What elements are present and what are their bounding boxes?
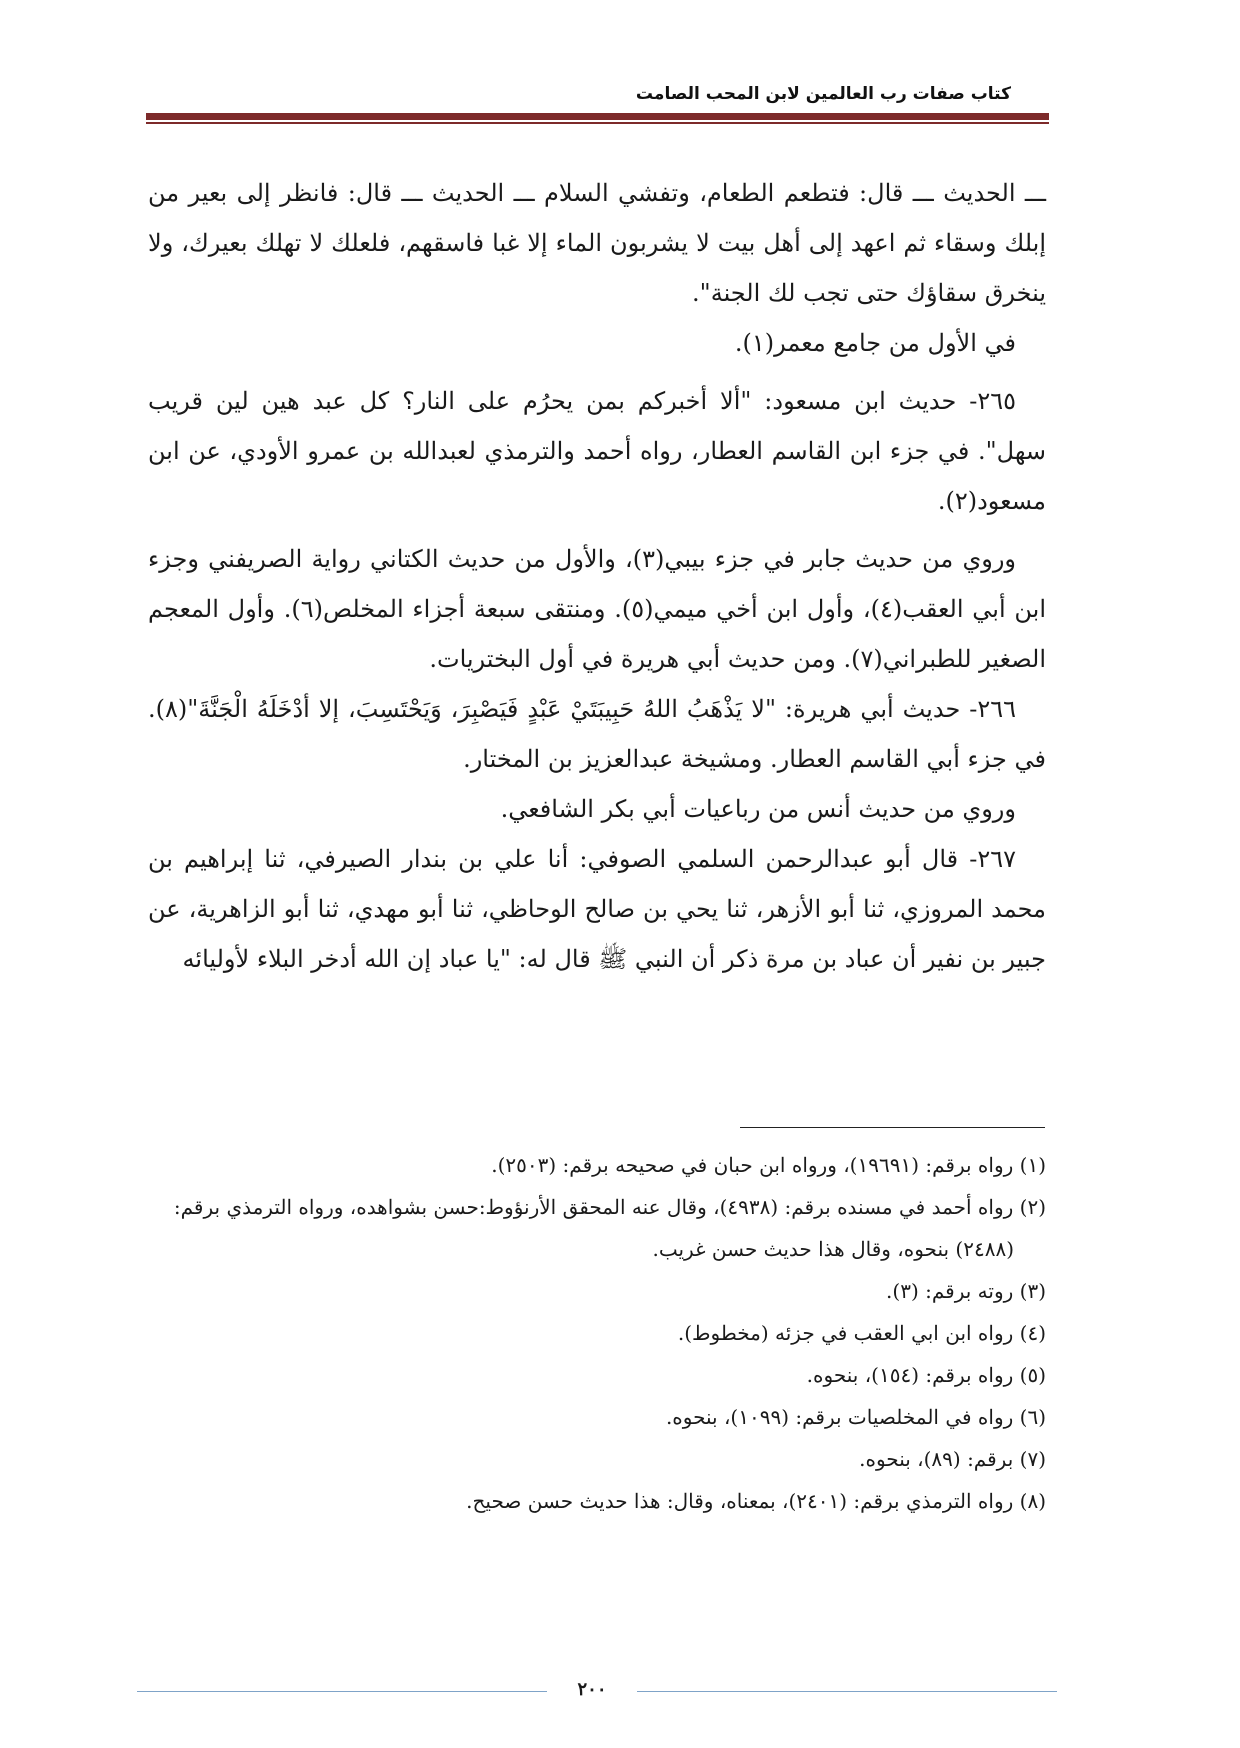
header-rule [146,113,1049,120]
main-text [148,168,1046,984]
hadith-265: ٢٦٥- حديث ابن مسعود: "ألا أخبركم بمن يحرُم على النار؟ كل عبد هين لين قريب سهل". في جزء ابن القاسم العطار، رواه أحمد والترمذي لعبدالله بن عمرو الأودي، عن ابن مسعود(٢). [148,387,1046,515]
footnote-2-continuation: (٢٤٨٨) بنحوه، وقال هذا حديث حسن غريب. [652,1237,1014,1261]
footnote-5: (٥) رواه برقم: (١٥٤)، بنحوه. [806,1363,1046,1387]
footnote-6: (٦) رواه في المخلصيات برقم: (١٠٩٩)، بنحوه. [665,1405,1046,1429]
footnote-7: (٧) برقم: (٨٩)، بنحوه. [859,1447,1046,1471]
footnote-4: (٤) رواه ابن ابي العقب في جزئه (مخطوط). [677,1321,1046,1345]
footnote-1: (١) رواه برقم: (١٩٦٩١)، ورواه ابن حبان في صحيحه برقم: (٢٥٠٣). [491,1153,1046,1177]
running-header-title: كتاب صفات رب العالمين لابن المحب الصامت [635,84,1011,104]
paragraph: ـــ الحديث ـــ قال: فتطعم الطعام، وتفشي السلام ـــ الحديث ـــ قال: فانظر إلى بعير من إبلك وسقاء ثم اعهد إلى أهل بيت لا يشربون الماء إلا غبا فاسقهم، فلعلك لا تهلك بعيرك، ولا ينخرق سقاؤك حتى تجب لك الجنة". [148,179,1046,307]
paragraph: في الأول من جامع معمر(١). [734,329,1016,357]
paragraph: وروي من حديث جابر في جزء بيبي(٣)، والأول من حديث الكتاني رواية الصريفني وجزء ابن أبي العقب(٤)، وأول ابن أخي ميمي(٥). ومنتقى سبعة أجزاء المخلص(٦). وأول المعجم الصغير للطبراني(٧). ومن حديث أبي هريرة في أول البختريات. [148,545,1047,673]
footer-rule-right [637,1691,1057,1692]
footnote-8: (٨) رواه الترمذي برقم: (٢٤٠١)، بمعناه، وقال: هذا حديث حسن صحيح. [466,1489,1046,1513]
hadith-267: ٢٦٧- قال أبو عبدالرحمن السلمي الصوفي: أنا علي بن بندار الصيرفي، ثنا إبراهيم بن محمد المروزي، ثنا أبو الأزهر، ثنا يحي بن صالح الوحاظي، ثنا أبو مهدي، ثنا أبو الزاهرية، عن جبير بن نفير أن عباد بن مرة ذكر أن النبي ﷺ قال له: "يا عباد إن الله أدخر البلاء لأوليائه [148,845,1046,973]
footnotes [148,1144,1046,1522]
footer-rule-left [137,1691,547,1692]
page-number: ٢٠٠ [577,1679,607,1700]
footnote-3: (٣) روته برقم: (٣). [886,1279,1046,1303]
hadith-266: ٢٦٦- حديث أبي هريرة: "لا يَذْهَبُ اللهُ حَبِيبَتَيْ عَبْدٍ فَيَصْبِرَ، وَيَحْتَسِبَ، إلا أدْخَلَهُ الْجَنَّةَ"(٨). في جزء أبي القاسم العطار. ومشيخة عبدالعزيز بن المختار. [148,695,1046,773]
paragraph: وروي من حديث أنس من رباعيات أبي بكر الشافعي. [500,795,1016,823]
header-rule-thin [146,122,1049,124]
footnote-separator [740,1127,1045,1128]
footnote-2: (٢) رواه أحمد في مسنده برقم: (٤٩٣٨)، وقال عنه المحقق الأرنؤوط:حسن بشواهده، ورواه الترمذي برقم: [173,1195,1046,1219]
